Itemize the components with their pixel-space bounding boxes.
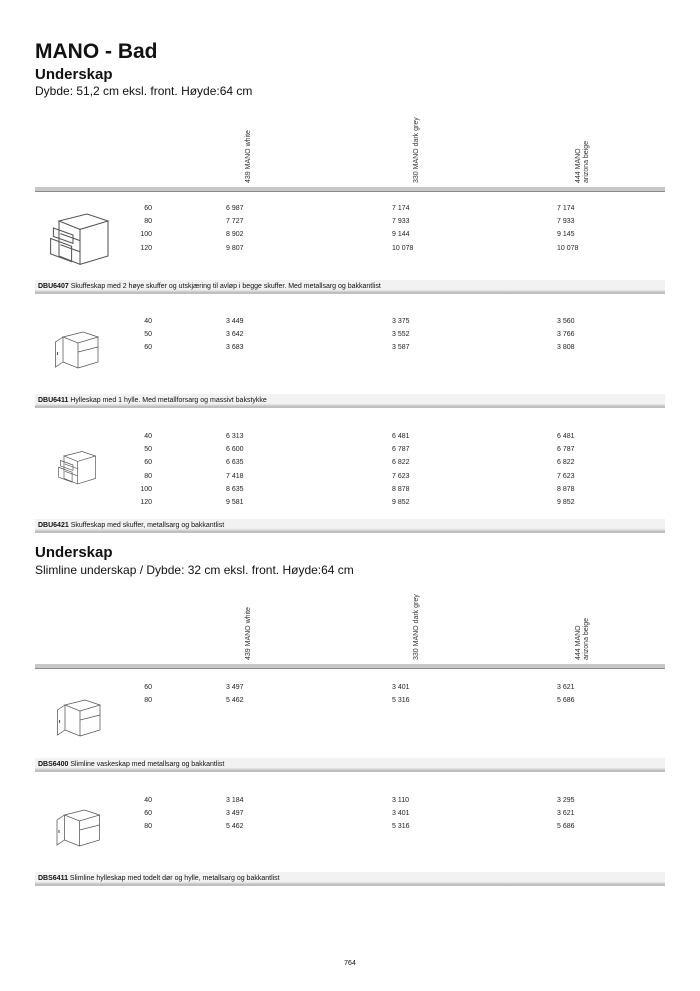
price-cell: 3 642: [226, 331, 244, 339]
product-code: DBS6411: [38, 875, 68, 882]
price-cell: 10 078: [392, 244, 414, 252]
slimline-shelf-cabinet-icon: [52, 800, 107, 850]
price-cell: 8 878: [557, 485, 575, 493]
product-description: Skuffeskap med skuffer, metallsarg og bakkantlist: [70, 522, 225, 529]
price-cell: 7 418: [226, 472, 244, 480]
column-header: 330 MANO dark grey: [413, 117, 420, 183]
section-subtitle: Dybde: 51,2 cm eksl. front. Høyde:64 cm: [35, 84, 253, 98]
price-cell: 3 497: [226, 810, 244, 818]
slimline-wash-cabinet-icon: [50, 690, 110, 740]
header-divider: [35, 664, 665, 669]
price-cell: 5 686: [557, 697, 575, 705]
size-cell: 60: [144, 459, 152, 467]
price-cell: 7 174: [392, 205, 410, 212]
size-cell: 80: [144, 697, 152, 705]
price-cell: 5 316: [392, 697, 410, 705]
product-description-bar: [35, 394, 665, 408]
drawer-cabinet-open-icon: [55, 440, 100, 490]
price-cell: 3 560: [557, 318, 575, 325]
price-cell: 7 933: [392, 218, 410, 226]
size-cell: 60: [144, 344, 152, 352]
price-cell: 8 635: [226, 485, 244, 493]
price-cell: 5 462: [226, 697, 244, 705]
page-number: 764: [344, 960, 356, 967]
size-cell: 120: [140, 499, 152, 506]
price-cell: 3 808: [557, 344, 575, 352]
price-cell: 9 852: [392, 499, 410, 506]
column-header: 444 MANO: [575, 625, 582, 660]
section-title: Underskap: [35, 66, 113, 83]
column-header: arizona beige: [583, 140, 590, 183]
size-cell: 60: [144, 684, 152, 691]
product-description: Hylleskap med 1 hylle. Med metallforsarg og massivt bakstykke: [70, 397, 267, 404]
price-cell: 6 822: [557, 459, 575, 467]
size-cell: 40: [144, 318, 152, 325]
price-cell: 7 727: [226, 218, 244, 226]
price-cell: 3 552: [392, 331, 410, 339]
price-cell: 3 683: [226, 344, 244, 352]
column-header: 444 MANO: [575, 148, 582, 183]
price-cell: 6 600: [226, 446, 244, 454]
price-cell: 3 401: [392, 810, 410, 818]
price-cell: 3 295: [557, 797, 575, 804]
price-cell: 3 110: [392, 797, 409, 804]
product-description: Skuffeskap med 2 høye skuffer og utskjæring til avløp i begge skuffer. Med metallsarg og bakkantlist: [70, 283, 381, 290]
size-cell: 60: [144, 205, 152, 212]
product-description: Slimline vaskeskap med metallsarg og bakkantlist: [70, 761, 225, 768]
price-cell: 6 481: [392, 433, 410, 440]
price-cell: 10 078: [557, 244, 579, 252]
price-cell: 3 375: [392, 318, 410, 325]
price-cell: 8 902: [226, 231, 244, 239]
price-cell: 7 174: [557, 205, 575, 212]
price-cell: 3 184: [226, 797, 244, 804]
size-cell: 100: [140, 231, 152, 239]
product-code: DBS6400: [38, 761, 69, 768]
shelf-cabinet-open-door-icon: [48, 322, 108, 372]
product-description-bar: [35, 280, 665, 294]
price-cell: 7 933: [557, 218, 575, 226]
price-cell: 5 686: [557, 823, 575, 831]
price-cell: 3 766: [557, 331, 575, 339]
price-cell: 3 401: [392, 684, 410, 691]
size-cell: 100: [140, 485, 152, 493]
product-description-bar: [35, 758, 665, 772]
product-description-bar: [35, 519, 665, 533]
price-cell: 3 497: [226, 684, 244, 691]
size-cell: 80: [144, 823, 152, 831]
price-cell: 9 145: [557, 231, 575, 239]
price-cell: 6 481: [557, 433, 575, 440]
price-cell: 6 787: [557, 446, 575, 454]
price-cell: 6 635: [226, 459, 244, 467]
price-cell: 3 587: [392, 344, 410, 352]
size-cell: 50: [144, 446, 152, 454]
price-cell: 9 581: [226, 499, 244, 506]
product-code: DBU6411: [38, 397, 69, 404]
column-header: arizona beige: [583, 617, 590, 660]
price-cell: 5 316: [392, 823, 410, 831]
size-cell: 120: [140, 244, 152, 252]
price-cell: 6 313: [226, 433, 244, 440]
price-cell: 7 623: [557, 472, 575, 480]
size-cell: 80: [144, 218, 152, 226]
price-cell: 8 878: [392, 485, 410, 493]
column-header: 330 MANO dark grey: [413, 594, 420, 660]
product-code: DBU6407: [38, 283, 69, 290]
size-cell: 60: [144, 810, 152, 818]
drawer-cabinet-2-drawers-icon: [45, 200, 115, 270]
column-header: 439 MANO white: [245, 130, 252, 183]
header-divider: [35, 187, 665, 192]
price-cell: 3 621: [557, 810, 575, 818]
section-subtitle: Slimline underskap / Dybde: 32 cm eksl. front. Høyde:64 cm: [35, 563, 354, 577]
column-header: 439 MANO white: [245, 607, 252, 660]
section-title: Underskap: [35, 544, 113, 561]
price-cell: 9 852: [557, 499, 575, 506]
size-cell: 50: [144, 331, 152, 339]
price-cell: 6 987: [226, 205, 244, 212]
price-cell: 9 144: [392, 231, 410, 239]
price-cell: 6 787: [392, 446, 410, 454]
size-cell: 80: [144, 472, 152, 480]
price-cell: 3 449: [226, 318, 244, 325]
page-title: MANO - Bad: [35, 40, 158, 63]
price-cell: 3 621: [557, 684, 575, 691]
product-description: Slimline hylleskap med todelt dør og hylle, metallsarg og bakkantlist: [69, 875, 280, 882]
price-cell: 7 623: [392, 472, 410, 480]
product-code: DBU6421: [38, 522, 69, 529]
price-cell: 5 462: [226, 823, 244, 831]
product-description-bar: [35, 872, 665, 886]
price-cell: 9 807: [226, 244, 244, 252]
price-cell: 6 822: [392, 459, 410, 467]
size-cell: 40: [144, 797, 152, 804]
size-cell: 40: [144, 433, 152, 440]
